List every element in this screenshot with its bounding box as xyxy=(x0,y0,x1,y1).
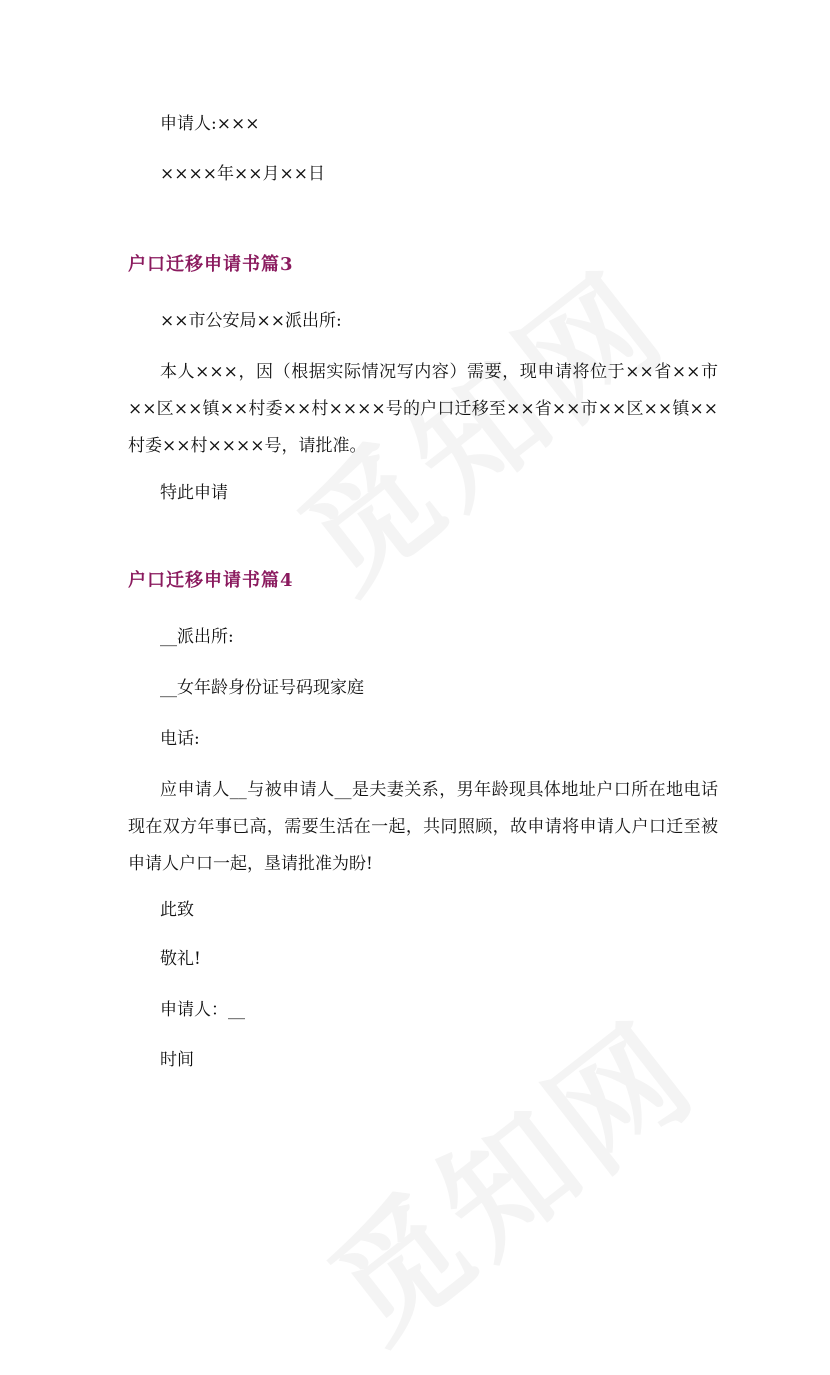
addressee: __派出所: xyxy=(160,627,234,647)
personal-info-line: __女年龄身份证号码现家庭 xyxy=(160,678,364,698)
closing: 特此申请 xyxy=(160,483,228,503)
applicant-signature-line: 申请人：__ xyxy=(160,1000,245,1020)
greeting-line-2: 敬礼! xyxy=(160,949,201,969)
section-heading-3: 户口迁移申请书篇3 xyxy=(128,254,294,275)
time-line: 时间 xyxy=(160,1050,194,1070)
date-line: ××××年××月××日 xyxy=(160,164,325,184)
addressee: ××市公安局××派出所: xyxy=(160,311,342,331)
body-paragraph: 本人×××，因（根据实际情况写内容）需要，现申请将位于××省××市××区××镇××村委××村××××号的户口迁移至××省××市××区××镇××村委××村××××号，请批准。 xyxy=(128,362,718,456)
greeting-line-1: 此致 xyxy=(160,900,194,920)
body-paragraph: 应申请人__与被申请人__是夫妻关系，男年龄现具体地址户口所在地电话现在双方年事已高，需要生活在一起，共同照顾，故申请将申请人户口迁至被申请人户口一起，垦请批准为盼! xyxy=(128,780,718,874)
applicant-line: 申请人:××× xyxy=(160,114,260,134)
section-heading-4: 户口迁移申请书篇4 xyxy=(128,570,294,591)
phone-line: 电话: xyxy=(160,729,200,749)
